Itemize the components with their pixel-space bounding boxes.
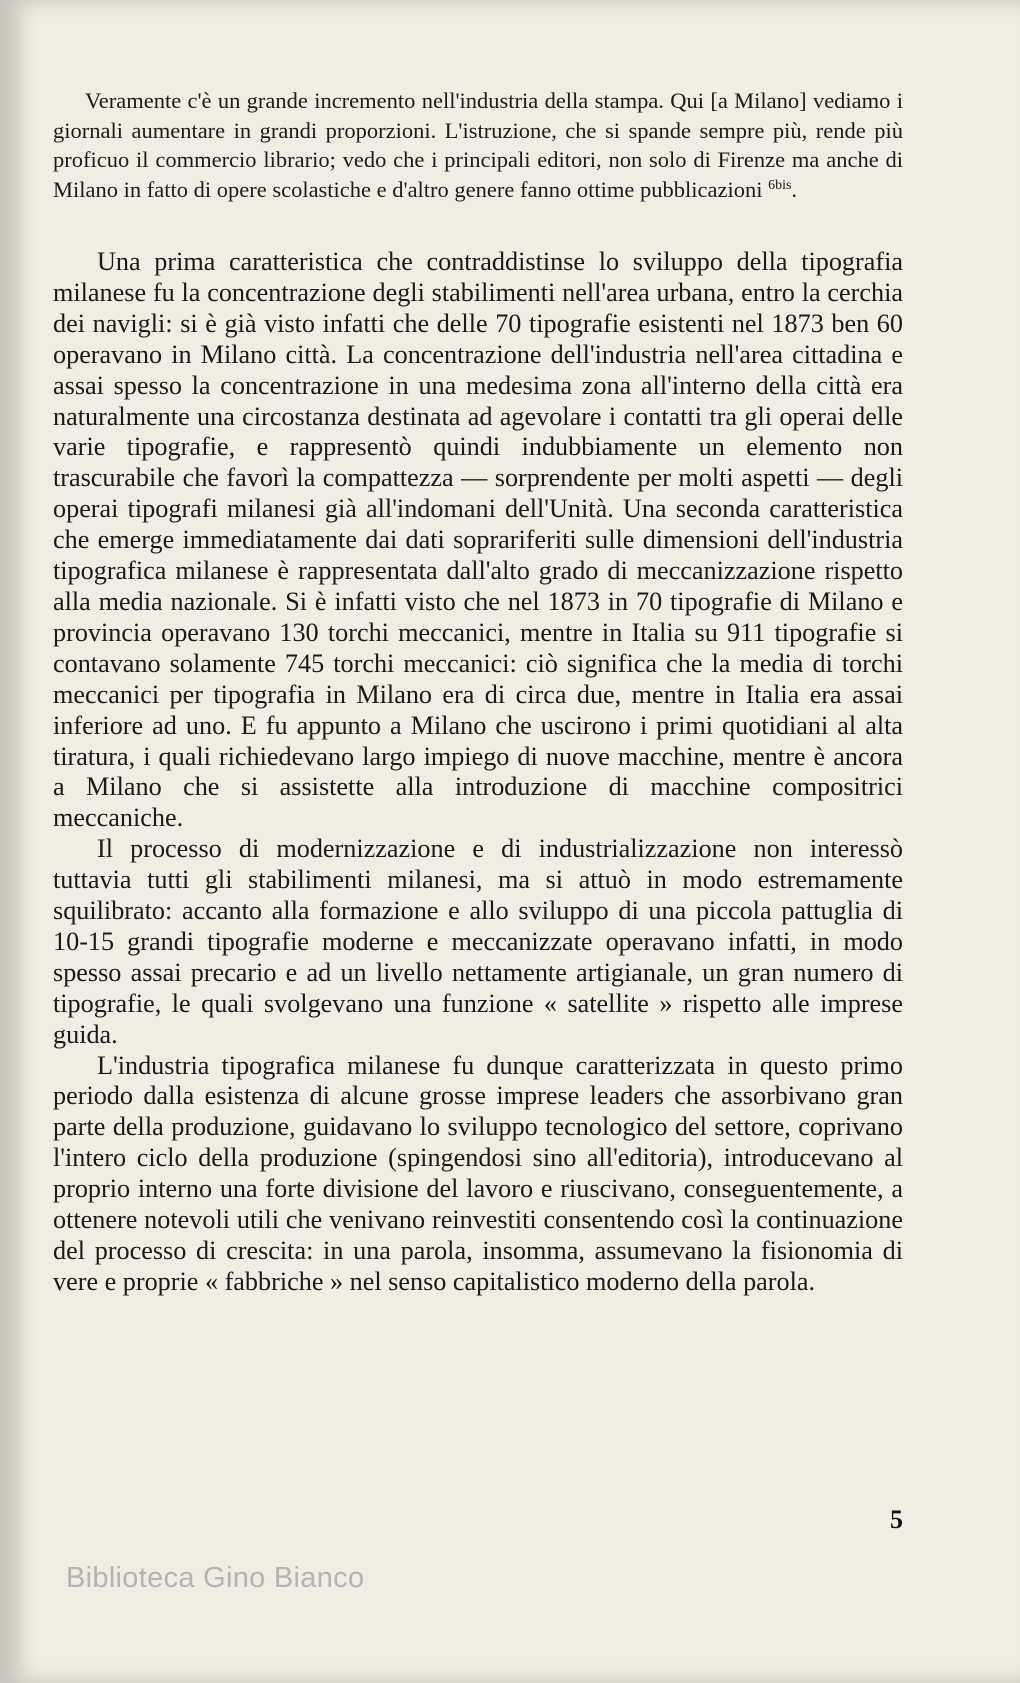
quote-paragraph xyxy=(53,86,903,204)
paragraph-3: L'industria tipografica milanese fu dunque caratterizzata in questo primo periodo dalla esistenza di alcune grosse imprese leaders che assorbivano gran parte della produzione, guidavano lo sviluppo tecnologico del settore, coprivano l'intero ciclo della produzione (spingendosi sino all'editoria), introducevano al proprio interno una forte divisione del lavoro e riuscivano, conseguentemente, a ottenere notevoli utili che venivano reinvestiti consentendo così la continuazione del processo di crescita: in una parola, insomma, assumevano la fisionomia di vere e proprie « fabbriche » nel senso capitalistico moderno della parola. xyxy=(53,1050,903,1296)
page-number: 5 xyxy=(890,1505,903,1534)
library-watermark: Biblioteca Gino Bianco xyxy=(66,1562,365,1594)
body-text xyxy=(53,247,903,1298)
paragraph-2: Il processo di modernizzazione e di industrializzazione non interessò tuttavia tutti gli stabilimenti milanesi, ma si attuò in modo estremamente squilibrato: accanto alla formazione e allo sviluppo di una piccola pattuglia di 10-15 grandi tipografie moderne e meccanizzate operavano infatti, in modo spesso assai precario e ad un livello nettamente artigianale, un gran numero di tipografie, le quali svolgevano una funzione « satellite » rispetto alle imprese guida. xyxy=(53,834,903,1049)
paragraph-1: Una prima caratteristica che contraddistinse lo sviluppo della tipografia milanese fu la concentrazione degli stabilimenti nell'area urbana, entro la cerchia dei navigli: si è già visto infatti che delle 70 tipografie esistenti nel 1873 ben 60 operavano in Milano città. La concentrazione dell'industria nell'area cittadina e assai spesso la concentrazione in una medesima zona all'interno della città era naturalmente una circostanza destinata ad agevolare i contatti tra gli operai delle varie tipografie, e rappresentò quindi indubbiamente un elemento non trascurabile che favorì la compattezza — sorprendente per molti aspetti — degli operai tipografi milanesi già all'indomani dell'Unità. Una seconda caratteristica che emerge immediatamente dai dati soprariferiti sulle dimensioni dell'industria tipografica milanese è rappresentata dall'alto grado di meccanizzazione rispetto alla media nazionale. Si è infatti visto che nel 1873 in 70 tipografie di Milano e provincia operavano 130 torchi meccanici, mentre in Italia su 911 tipografie si contavano solamente 745 torchi meccanici: ciò significa che la media di torchi meccanici per tipografia in Milano era di circa due, mentre in Italia era assai inferiore ad uno. E fu appunto a Milano che uscirono i primi quotidiani al alta tiratura, i quali richiedevano largo impiego di nuove macchine, mentre è ancora a Milano che si assistette alla introduzione di macchine compositrici meccaniche. xyxy=(53,247,903,833)
quote-text: Veramente c'è un grande incremento nell'industria della stampa. Qui [a Milano] vediamo i giornali aumentare in grandi proporzioni. L'istruzione, che si spande sempre più, rende più proficuo il commercio librario; vedo che i principali editori, non solo di Firenze ma anche di Milano in fatto di opere scolastiche e d'altro genere fanno ottime pubblicazioni xyxy=(53,88,903,202)
quote-end: . xyxy=(791,176,798,202)
footnote-reference: 6bis xyxy=(768,177,792,193)
block-quote xyxy=(53,86,903,204)
